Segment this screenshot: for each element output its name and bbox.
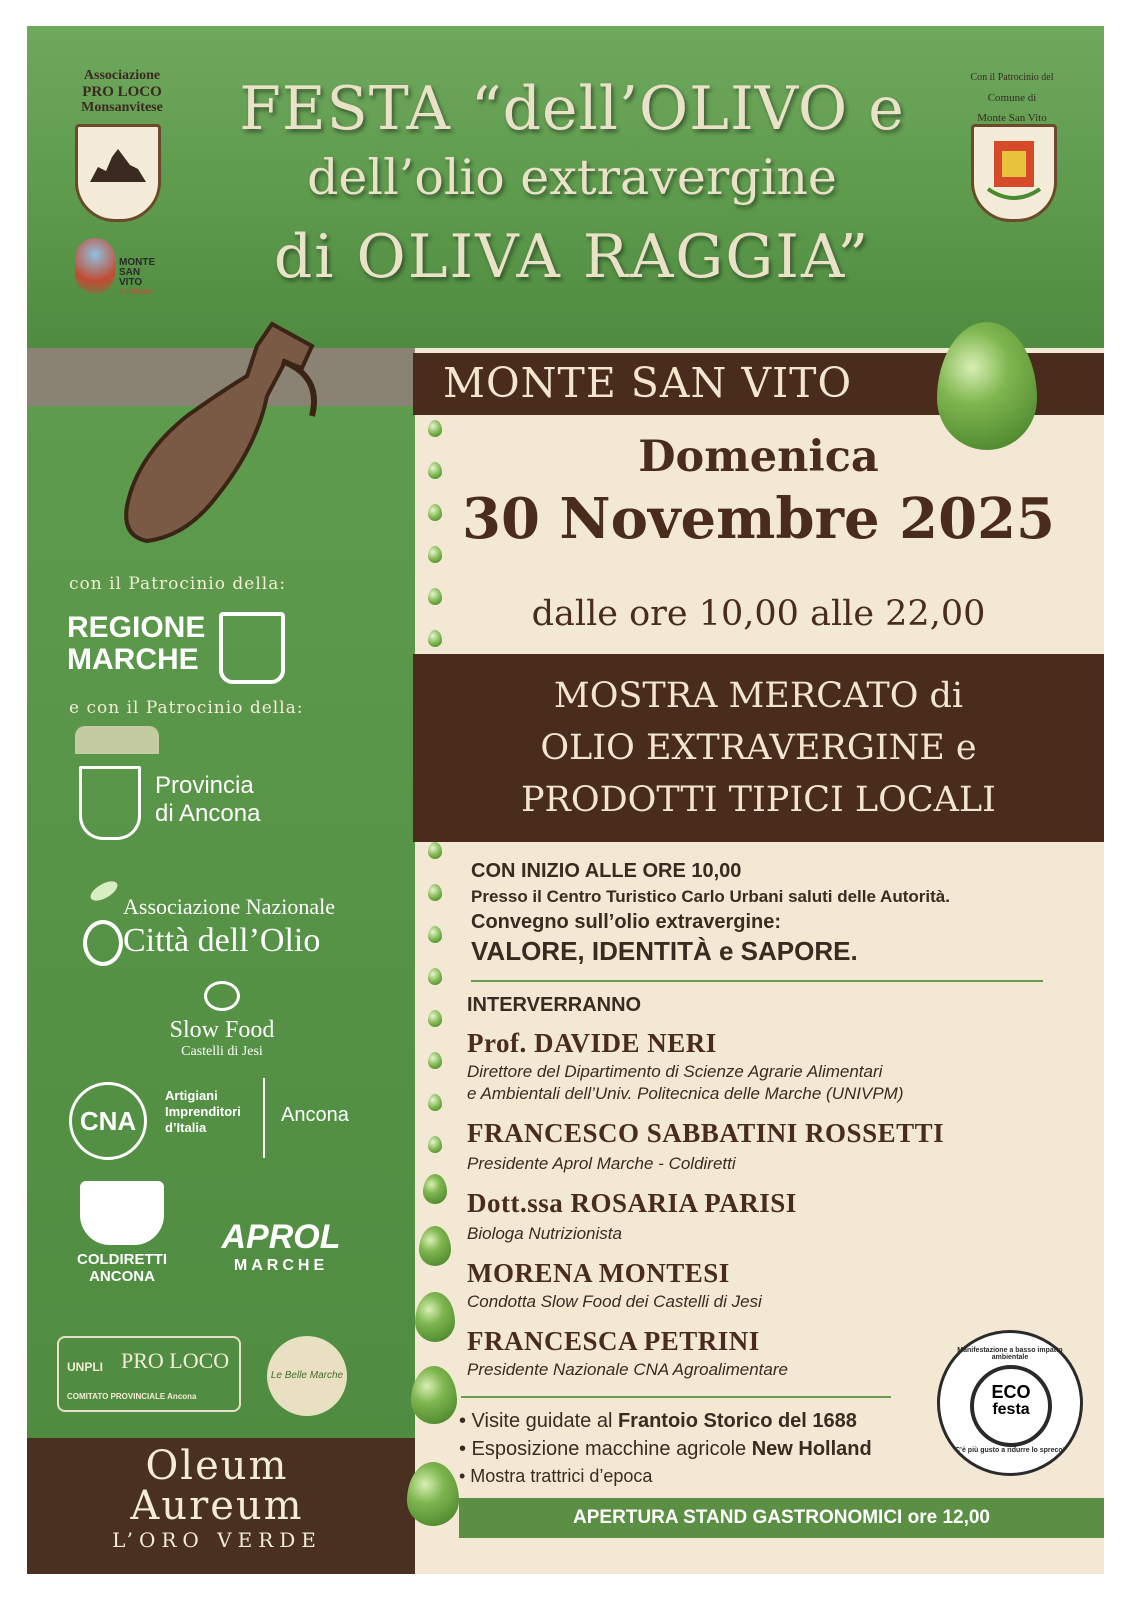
speaker-role: Presidente Nazionale CNA Agroalimentare <box>467 1360 788 1379</box>
patronage-label-1: con il Patrocinio della: <box>69 574 287 594</box>
comune-crest-icon <box>971 124 1057 222</box>
monte-san-vito-turismo-logo: MONTE SAN VITO TURISMO <box>75 238 185 302</box>
speaker-name: FRANCESCO SABBATINI ROSSETTI <box>467 1118 945 1148</box>
drop-dot-icon <box>428 842 442 859</box>
activity-item: • Mostra trattrici d’epoca <box>459 1466 653 1486</box>
speaker-name: MORENA MONTESI <box>467 1258 730 1288</box>
comune-patronage-label: Con il Patrocinio del Comune di Monte San Vito <box>970 72 1054 124</box>
market-band <box>413 654 1104 842</box>
regione-marche-logo: REGIONE MARCHE <box>67 608 307 684</box>
proloco-crest-icon <box>75 124 161 222</box>
patronage-label-2: e con il Patrocinio della: <box>69 698 304 718</box>
stand-opening-band: APERTURA STAND GASTRONOMICI ore 12,00 <box>459 1498 1104 1538</box>
olive-drop-icon <box>407 1462 459 1526</box>
title-line-2: dell’olio extravergine <box>307 149 837 206</box>
speaker-role: Presidente Aprol Marche - Coldiretti <box>467 1154 736 1173</box>
speaker-name: Dott.ssa ROSARIA PARISI <box>467 1188 797 1218</box>
speaker-role: e Ambientali dell’Univ. Politecnica delle Marche (UNIVPM) <box>467 1084 904 1103</box>
event-day: Domenica <box>638 432 879 482</box>
market-line-1: MOSTRA MERCATO di <box>553 676 964 716</box>
market-line-3: PRODOTTI TIPICI LOCALI <box>521 780 996 820</box>
provincia-crown-icon <box>75 726 159 754</box>
citta-olio-logo: Associazione Nazionale Città dell’Olio <box>79 884 379 964</box>
speaker-name: FRANCESCA PETRINI <box>467 1326 760 1356</box>
olive-drop-icon <box>423 1174 447 1204</box>
speakers-heading: INTERVERRANNO <box>467 994 642 1016</box>
title-line-1: FESTA “dell’OLIVO e <box>239 74 905 144</box>
activity-item: • Visite guidate al Frantoio Storico del 1688 <box>459 1410 857 1432</box>
olive-drop-icon <box>415 1292 455 1342</box>
program-greeting: Presso il Centro Turistico Carlo Urbani saluti delle Autorità. <box>471 887 950 906</box>
location-text: MONTE SAN VITO <box>443 359 853 407</box>
speaker-role: Condotta Slow Food dei Castelli di Jesi <box>467 1292 762 1311</box>
provincia-ancona-logo: Provincia di Ancona <box>69 726 329 846</box>
drop-dot-icon <box>428 1136 442 1153</box>
program-conference: Convegno sull’olio extravergine: <box>471 911 782 933</box>
drop-dot-icon <box>428 1052 442 1069</box>
proloco-association-label: Associazione PRO LOCO Monsanvitese <box>81 68 163 115</box>
market-line-2: OLIO EXTRAVERGINE e <box>540 728 977 768</box>
speaker-role: Direttore del Dipartimento di Scienze Agrarie Alimentari <box>467 1062 883 1081</box>
poster <box>27 26 1104 1574</box>
eco-festa-badge: Manifestazione a basso impatto ambientale ECO festa C’è più gusto a ridurre lo spreco! <box>937 1330 1083 1476</box>
snail-icon <box>204 981 240 1011</box>
program-start: CON INIZIO ALLE ORE 10,00 <box>471 860 742 882</box>
drop-dot-icon <box>428 926 442 943</box>
slow-food-logo: Slow Food Castelli di Jesi <box>147 981 297 1071</box>
title-line-3: di OLIVA RAGGIA” <box>273 222 871 292</box>
event-date: 30 Novembre 2025 <box>461 486 1056 552</box>
regione-marche-emblem-icon <box>219 612 285 684</box>
cna-logo: CNA Artigiani Imprenditori d’Italia Ancona <box>69 1078 389 1164</box>
eco-festa-plate-icon: ECO festa <box>970 1365 1052 1447</box>
coldiretti-wheat-icon <box>80 1181 164 1245</box>
speaker-name: Prof. DAVIDE NERI <box>467 1028 717 1058</box>
olive-drop-icon <box>411 1366 457 1424</box>
belle-marche-logo: Le Belle Marche <box>267 1336 347 1416</box>
drop-dot-icon <box>428 1094 442 1111</box>
speaker-role: Biologa Nutrizionista <box>467 1224 622 1243</box>
olive-drop-icon <box>419 1226 451 1266</box>
provincia-shield-icon <box>79 766 141 840</box>
drop-dot-icon <box>428 884 442 901</box>
oleum-aureum-logo: Oleum Aureum L’ORO VERDE <box>112 1443 322 1552</box>
program-theme: VALORE, IDENTITÀ e SAPORE. <box>471 936 858 966</box>
amphora-icon <box>107 306 347 556</box>
coldiretti-logo: COLDIRETTI ANCONA <box>67 1181 177 1291</box>
activity-item: • Esposizione macchine agricole New Holland <box>459 1438 872 1460</box>
drop-dot-icon <box>428 1010 442 1027</box>
divider-line <box>471 980 1043 982</box>
divider-line <box>461 1396 891 1398</box>
aprol-marche-logo: APROL MARCHE <box>221 1218 341 1274</box>
unpli-proloco-logo: UNPLI PRO LOCO COMITATO PROVINCIALE Ancona <box>57 1336 241 1412</box>
event-hours: dalle ore 10,00 alle 22,00 <box>531 594 986 634</box>
drop-dot-icon <box>428 968 442 985</box>
